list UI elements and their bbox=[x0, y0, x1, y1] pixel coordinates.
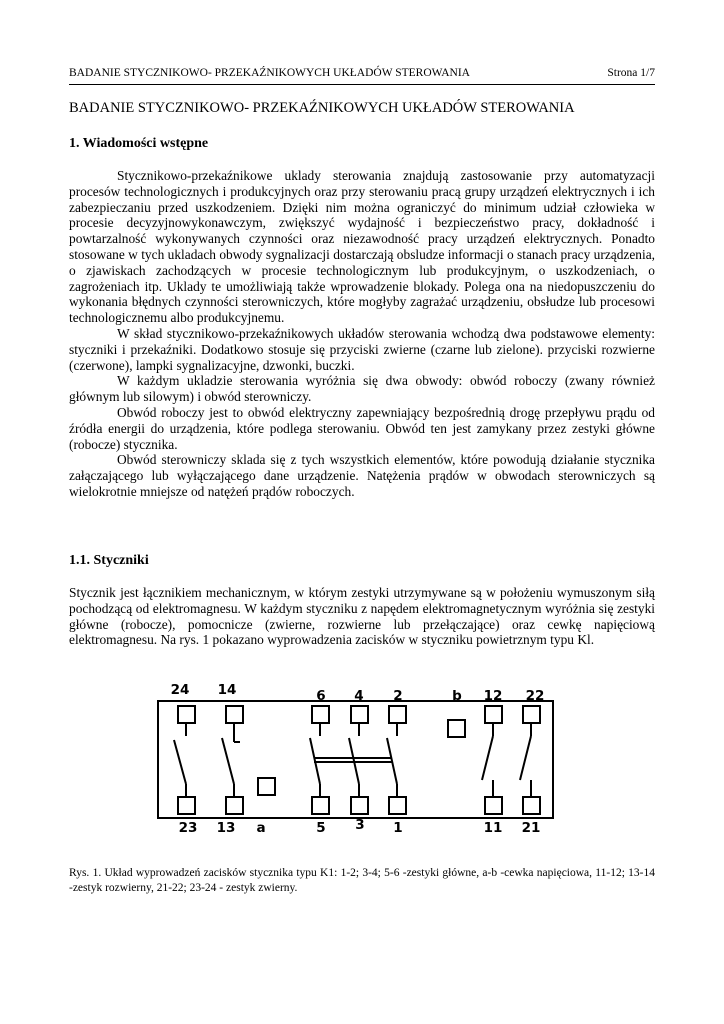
terminal-label-21: 21 bbox=[521, 820, 541, 836]
paragraph: Stycznikowo-przekaźnikowe uklady sterowania znajdują zastosowanie przy automatyzacji procesów technologicznych i produkcyjnych oraz przy sterowaniu pracą grupy urządzeń elektrycznych i ich zabezpieczaniu przed uszkodzeniem. Dzięki nim można ograniczyć do minimum udział człowieka w procesie decyzyjnowykonawczym, zwiększyć wydajność i bezpieczeństwo pracy, dokładność i powtarzalność wykonywanych czynności oraz niezawodność pracy urządzeń elektrycznych. Ponadto stosowane w tych ukladach obwody sygnalizacji dostarczają obsludze informacji o stanach pracy urządzenia, o zjawiskach zachodzących w procesie technologicznym lub produkcyjnym, o uszkodzeniach, o zagrożeniach itp. Uklady te umożliwiają także wprowadzenie blokady. Polega ona na niedopuszczeniu do wykonania błędnych czynności sterowniczych, które mogłyby zagrażać urządzeniu, obsłudze lub procesowi technologicznemu albo produkcyjnemu. bbox=[69, 168, 655, 326]
figure-caption: Rys. 1. Układ wyprowadzeń zacisków stycznika typu K1: 1-2; 3-4; 5-6 -zestyki główne, a-b -cewka napięciowa, 11-12; 13-14 -zestyk rozwierny, 21-22; 23-24 - zestyk zwierny. bbox=[69, 867, 655, 894]
contact-blade-21-22 bbox=[520, 736, 531, 780]
paragraph: W każdym ukladzie sterowania wyróżnia się dwa obwody: obwód roboczy (zwany również głównym lub silowym) i obwód sterowniczy. bbox=[69, 373, 655, 405]
terminal-label-22: 22 bbox=[525, 688, 545, 704]
header-title: BADANIE STYCZNIKOWO- PRZEKAŹNIKOWYCH UKŁADÓW STEROWANIA bbox=[69, 67, 470, 79]
coil-terminal-b bbox=[448, 720, 465, 737]
page-header bbox=[69, 67, 655, 79]
terminal-label-12: 12 bbox=[483, 688, 503, 704]
terminal-label-a: a bbox=[256, 820, 266, 836]
terminal-label-4: 4 bbox=[354, 688, 364, 704]
terminal-5 bbox=[312, 797, 329, 814]
coil-terminal-a bbox=[258, 778, 275, 795]
terminal-label-11: 11 bbox=[483, 820, 503, 836]
terminal-label-2: 2 bbox=[393, 688, 403, 704]
contact-blade-11-12 bbox=[482, 736, 493, 780]
terminal-1 bbox=[389, 797, 406, 814]
terminal-6 bbox=[312, 706, 329, 723]
terminal-label-1: 1 bbox=[393, 820, 403, 836]
terminal-2 bbox=[389, 706, 406, 723]
contactor-terminal-diagram bbox=[150, 680, 570, 840]
terminal-label-3: 3 bbox=[355, 817, 365, 833]
header-divider bbox=[69, 84, 655, 85]
section-heading-introduction: 1. Wiadomości wstępne bbox=[69, 136, 209, 151]
terminal-21 bbox=[523, 797, 540, 814]
section-heading-styczniki: 1.1. Styczniki bbox=[69, 553, 149, 568]
terminal-label-14: 14 bbox=[217, 682, 237, 698]
terminal-label-5: 5 bbox=[316, 820, 326, 836]
terminal-24 bbox=[178, 706, 195, 723]
terminal-label-24: 24 bbox=[170, 682, 190, 698]
terminal-23 bbox=[178, 797, 195, 814]
terminal-12 bbox=[485, 706, 502, 723]
paragraph: Stycznik jest łącznikiem mechanicznym, w którym zestyki utrzymywane są w położeniu wymuszonym siłą pochodzącą od elektromagnesu. W każdym styczniku z napędem elektromagnetycznym wyróżnia się zestyki główne (robocze), pomocnicze (zwierne, rozwierne lub przełączające) oraz cewkę napięciową elektromagnesu. Na rys. 1 pokazano wyprowadzenia zacisków w styczniku powietrznym typu Kl. bbox=[69, 585, 655, 648]
terminal-11 bbox=[485, 797, 502, 814]
paragraph: W skład stycznikowo-przekaźnikowych układów sterowania wchodzą dwa podstawowe elementy: styczniki i przekaźniki. Dodatkowo stosuje się przyciski zwierne (czarne lub zielone). przyciski rozwierne (czerwone), lampki sygnalizacyjne, dzwonki, buczki. bbox=[69, 325, 655, 373]
terminal-3 bbox=[351, 797, 368, 814]
contact-blade-13-14 bbox=[222, 738, 234, 784]
terminal-22 bbox=[523, 706, 540, 723]
terminal-4 bbox=[351, 706, 368, 723]
terminal-label-23: 23 bbox=[178, 820, 198, 836]
document-title: BADANIE STYCZNIKOWO- PRZEKAŹNIKOWYCH UKŁADÓW STEROWANIA bbox=[69, 100, 575, 116]
page-number: Strona 1/7 bbox=[607, 67, 655, 79]
terminal-14 bbox=[226, 706, 243, 723]
terminal-label-6: 6 bbox=[316, 688, 326, 704]
section-styczniki-body bbox=[69, 585, 655, 648]
terminal-13 bbox=[226, 797, 243, 814]
section-introduction-body bbox=[69, 168, 655, 500]
terminal-label-13: 13 bbox=[216, 820, 236, 836]
paragraph: Obwód sterowniczy sklada się z tych wszystkich elementów, które powodują działanie stycznika załączającego lub wyłączającego dane urządzenie. Natężenia prądów w obwodach sterowniczych są wielokrotnie mniejsze od natężeń prądów roboczych. bbox=[69, 452, 655, 499]
contact-blade-23-24 bbox=[174, 740, 186, 784]
terminal-label-b: b bbox=[452, 688, 462, 704]
paragraph: Obwód roboczy jest to obwód elektryczny zapewniający bezpośrednią drogę przepływu prądu od źródła energii do urządzenia, które podlega sterowaniu. Obwód ten jest zamykany przez zestyki główne (robocze) stycznika. bbox=[69, 404, 655, 452]
